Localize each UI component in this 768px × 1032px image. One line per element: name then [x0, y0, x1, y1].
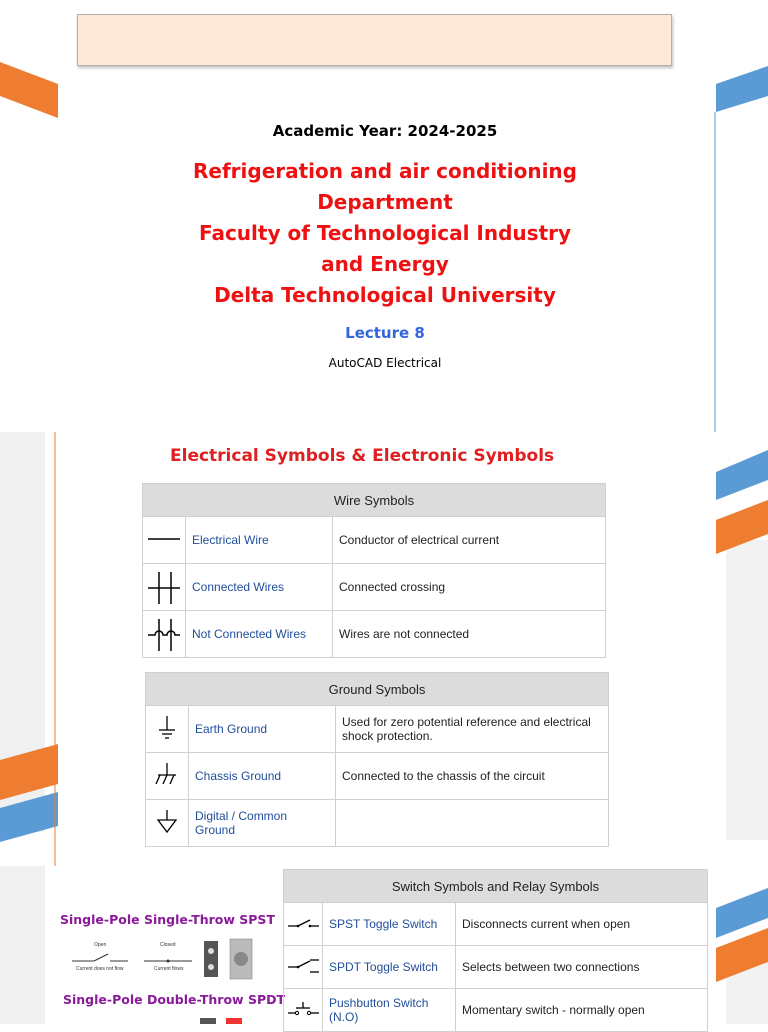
switch-desc: Disconnects current when open: [456, 903, 708, 946]
closed-caption: Current flows: [154, 966, 184, 972]
wire-name: Electrical Wire: [186, 517, 333, 564]
wire-desc: Wires are not connected: [333, 611, 606, 658]
lecture-number: Lecture 8: [345, 324, 425, 342]
ground-symbols-table: [145, 672, 609, 847]
symbols-heading: Electrical Symbols & Electronic Symbols: [170, 446, 555, 466]
wire-desc: Connected crossing: [333, 564, 606, 611]
university-name: Delta Technological University: [214, 283, 556, 307]
spst-title: Single-Pole Single-Throw SPST: [60, 912, 275, 927]
ground-desc: [336, 800, 609, 847]
ground-table-header: Ground Symbols: [146, 673, 609, 706]
closed-label: Closed: [160, 942, 176, 948]
electrical-wire-icon: [143, 517, 186, 564]
pushbutton-no-icon: [284, 989, 323, 1032]
wire-name: Connected Wires: [186, 564, 333, 611]
ground-name: Digital / Common Ground: [189, 800, 336, 847]
switch-photo-fragment: [200, 1018, 250, 1024]
wire-name: Not Connected Wires: [186, 611, 333, 658]
faculty-line-2: and Energy: [321, 252, 449, 276]
not-connected-wires-icon: [143, 611, 186, 658]
department-line-2: Department: [317, 190, 453, 214]
switch-desc: Selects between two connections: [456, 946, 708, 989]
ground-desc: Connected to the chassis of the circuit: [336, 753, 609, 800]
spdt-switch-icon: [284, 946, 323, 989]
cover-slide: [130, 80, 640, 420]
ground-desc: Used for zero potential reference and electrical shock protection.: [336, 706, 609, 753]
academic-year: Academic Year: 2024-2025: [272, 122, 498, 140]
connected-wires-icon: [143, 564, 186, 611]
digital-ground-icon: [146, 800, 189, 847]
switch-table-header: Switch Symbols and Relay Symbols: [284, 870, 708, 903]
spdt-title: Single-Pole Double-Throw SPDT: [63, 992, 286, 1007]
switch-name: SPDT Toggle Switch: [323, 946, 456, 989]
switch-desc: Momentary switch - normally open: [456, 989, 708, 1032]
switch-name: Pushbutton Switch (N.O): [323, 989, 456, 1032]
faculty-line-1: Faculty of Technological Industry: [198, 221, 572, 245]
lecture-subject: AutoCAD Electrical: [328, 356, 442, 370]
department-line-1: Refrigeration and air conditioning: [193, 159, 577, 183]
open-caption: Current does not flow: [76, 966, 124, 972]
wire-symbols-table: [142, 483, 606, 658]
wire-desc: Conductor of electrical current: [333, 517, 606, 564]
switch-name: SPST Toggle Switch: [323, 903, 456, 946]
ground-name: Chassis Ground: [189, 753, 336, 800]
chassis-ground-icon: [146, 753, 189, 800]
open-label: Open: [94, 942, 107, 948]
header-banner: [77, 14, 672, 66]
earth-ground-icon: [146, 706, 189, 753]
switch-symbols-table: [283, 869, 708, 1032]
wire-table-header: Wire Symbols: [143, 484, 606, 517]
spst-switch-icon: [284, 903, 323, 946]
ground-name: Earth Ground: [189, 706, 336, 753]
